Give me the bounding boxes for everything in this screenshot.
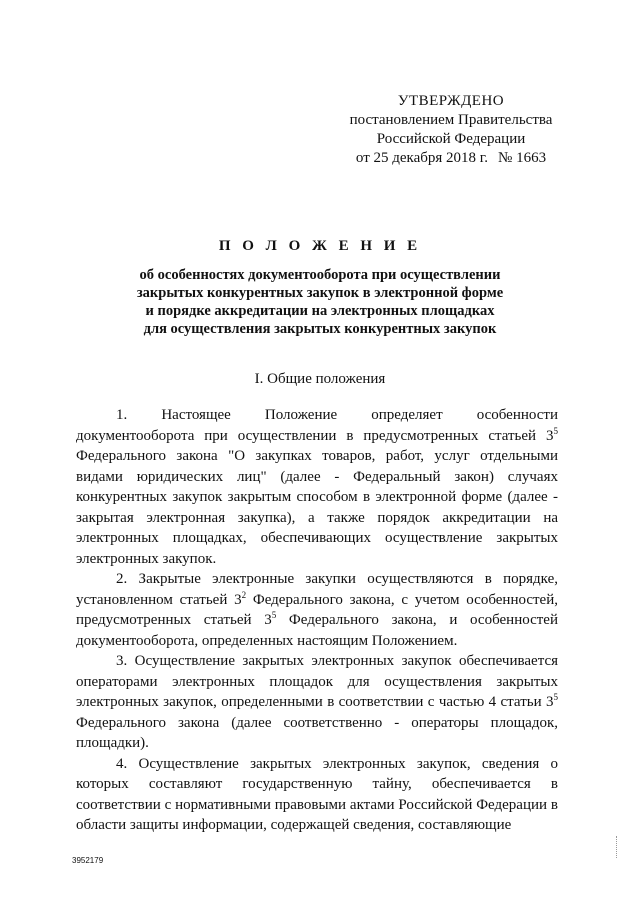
document-code: 3952179 bbox=[72, 856, 104, 865]
p2-superscript-1: 2 bbox=[241, 589, 247, 600]
page-edge-mark bbox=[616, 836, 618, 858]
subtitle-line-1: об особенностях документооборота при осуществлении bbox=[139, 267, 501, 283]
p3-text-b: Федерального закона (далее соответственно - операторы площадок, площадки). bbox=[76, 714, 558, 751]
p1-text-b: Федерального закона "О закупках товаров, работ, услуг отдельными видами юридических лиц" (далее - Федеральный закон) случаях конкурентных закупок закрытым способом в электронной форме (далее - закрытая электронная закупка), а также порядок аккредитации на электронных площадках, обеспечивающих осуществление закрытых электронных закупок. bbox=[76, 448, 558, 567]
p2-text-a: 2. Закрытые электронные закупки осуществляются в порядке, установленном статьей 3 bbox=[76, 571, 558, 608]
paragraph-4 bbox=[76, 754, 558, 836]
approval-heading: УТВЕРЖДЕНО bbox=[397, 93, 505, 109]
p2-text-b: Федерального закона, с учетом особенностей, предусмотренных статьей 3 bbox=[76, 591, 558, 628]
p3-superscript: 5 bbox=[553, 692, 558, 702]
p2-text-c: Федерального закона, и особенностей документооборота, определенных настоящим Положением. bbox=[76, 612, 558, 649]
paragraph-2 bbox=[76, 569, 558, 651]
p1-text-a: 1. Настоящее Положение определяет особенности документооборота при осуществлении в предусмотренных статьей 3 bbox=[76, 407, 558, 444]
approval-block bbox=[340, 92, 562, 168]
section-heading: I. Общие положения bbox=[254, 371, 386, 387]
subtitle-line-2: закрытых конкурентных закупок в электронной форме bbox=[136, 285, 504, 301]
paragraph-3 bbox=[76, 651, 558, 754]
subtitle-line-4: для осуществления закрытых конкурентных закупок bbox=[143, 321, 497, 337]
approval-line-2: Российской Федерации bbox=[376, 131, 526, 147]
paragraph-1 bbox=[76, 405, 558, 569]
p2-superscript-2: 5 bbox=[271, 610, 277, 620]
p3-text-a: 3. Осуществление закрытых электронных закупок обеспечивается операторами электронных площадок для осуществления закрытых электронных закупок, определенными в соответствии с частью 4 статьи 3 bbox=[76, 653, 558, 710]
approval-date: от 25 декабря 2018 г. bbox=[355, 150, 489, 166]
document-body bbox=[76, 405, 558, 836]
subtitle-line-3: и порядке аккредитации на электронных площадках bbox=[145, 303, 495, 319]
approval-line-1: постановлением Правительства bbox=[349, 112, 553, 128]
p4-text-a: 4. Осуществление закрытых электронных закупок, сведения о которых составляют государственную тайну, обеспечивается в соответствии с нормативными правовыми актами Российской Федерации в области защиты информации, содержащей сведения, составляющие bbox=[76, 755, 558, 833]
p1-superscript: 5 bbox=[553, 425, 558, 436]
approval-number: № 1663 bbox=[498, 150, 547, 166]
document-subtitle bbox=[110, 266, 530, 338]
approval-date-line bbox=[340, 149, 562, 168]
document-title: П О Л О Ж Е Н И Е bbox=[218, 238, 422, 254]
